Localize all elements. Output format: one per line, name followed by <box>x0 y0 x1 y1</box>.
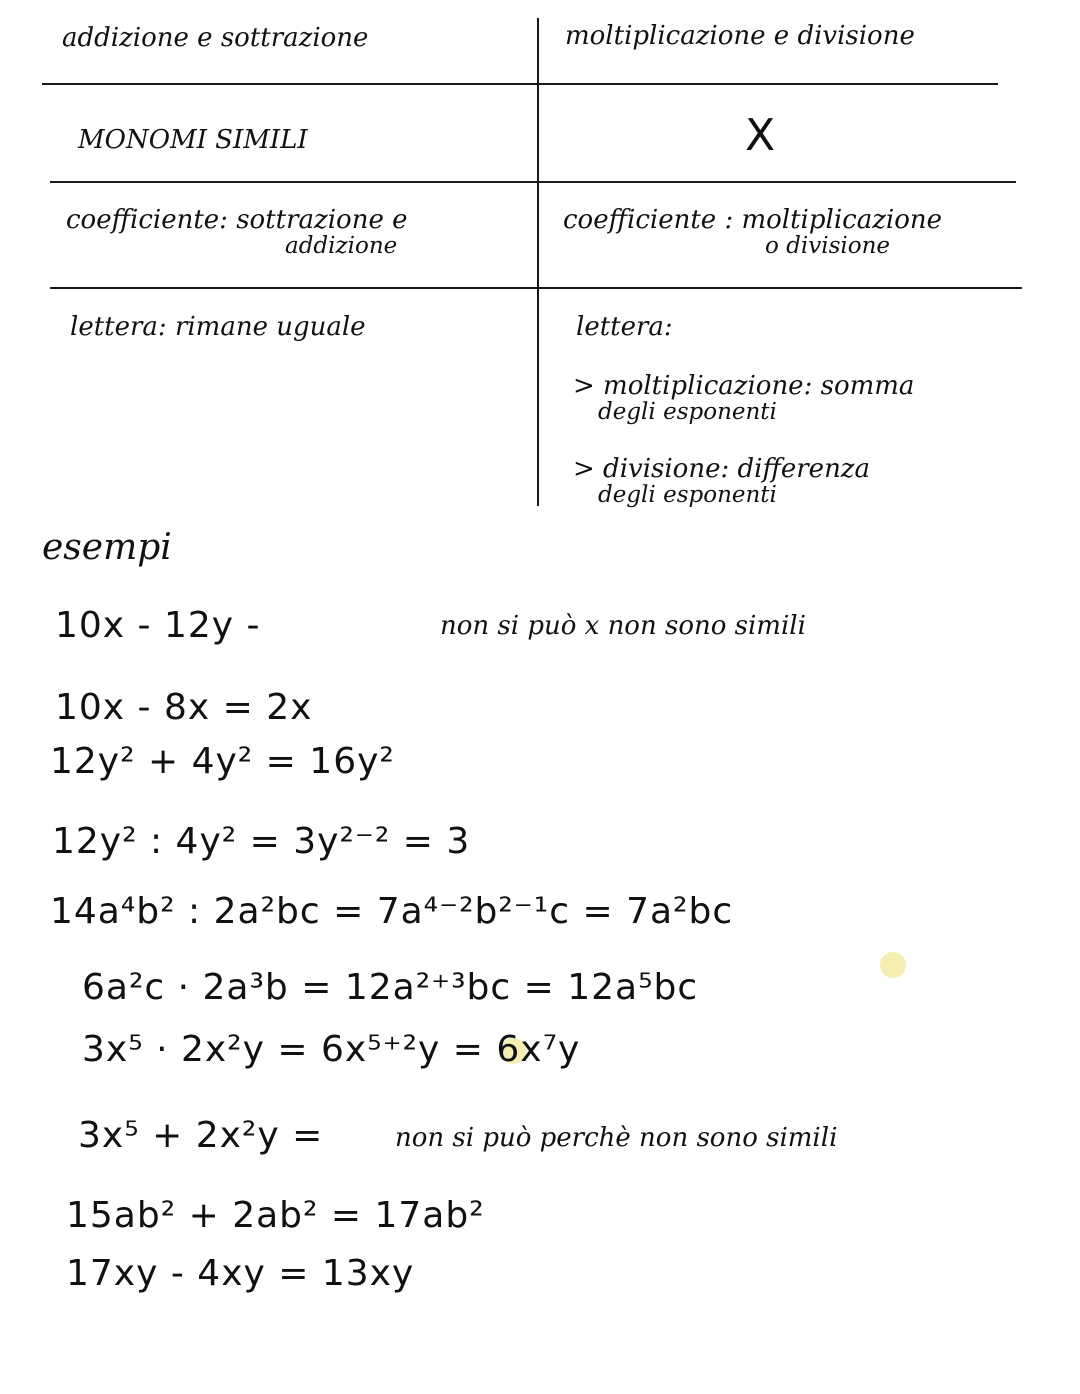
table-rule-row2 <box>50 287 1022 289</box>
example-4: 12y² : 4y² = 3y²⁻² = 3 <box>52 821 471 862</box>
example-1-expression: 10x - 12y - <box>55 605 261 646</box>
row3-right-title: lettera: <box>576 312 673 342</box>
table-rule-row1 <box>50 181 1016 183</box>
row3-left-label: lettera: rimane uguale <box>70 312 366 342</box>
example-7: 3x⁵ · 2x²y = 6x⁵⁺²y = 6x⁷y <box>82 1029 581 1070</box>
example-1-note: non si può x non sono simili <box>440 611 806 641</box>
row3-right-item1-line2: degli esponenti <box>598 399 777 425</box>
row2-left-line2: addizione <box>285 233 398 259</box>
row3-right-item2-line2: degli esponenti <box>598 482 777 508</box>
row3-right-item2-line1: > divisione: differenza <box>573 454 871 484</box>
row2-right-line1: coefficiente : moltiplicazione <box>563 205 942 235</box>
example-8-note: non si può perchè non sono simili <box>395 1123 838 1153</box>
table-rule-header <box>42 83 998 85</box>
example-2: 10x - 8x = 2x <box>55 687 313 728</box>
example-5: 14a⁴b² : 2a²bc = 7a⁴⁻²b²⁻¹c = 7a²bc <box>50 891 734 932</box>
header-left: addizione e sottrazione <box>62 23 369 53</box>
examples-heading: esempi <box>42 527 172 568</box>
highlight-mark-exponent <box>880 952 906 978</box>
row2-left-line1: coefficiente: sottrazione e <box>66 205 408 235</box>
example-6: 6a²c · 2a³b = 12a²⁺³bc = 12a⁵bc <box>82 967 699 1008</box>
example-8-expression: 3x⁵ + 2x²y = <box>78 1115 324 1156</box>
row1-left-label: MONOMI SIMILI <box>78 125 308 155</box>
table-divider <box>537 18 539 506</box>
example-10: 17xy - 4xy = 13xy <box>66 1253 415 1294</box>
header-right: moltiplicazione e divisione <box>565 21 915 51</box>
example-9: 15ab² + 2ab² = 17ab² <box>66 1195 485 1236</box>
row3-right-item1-line1: > moltiplicazione: somma <box>573 371 915 401</box>
example-3: 12y² + 4y² = 16y² <box>50 741 395 782</box>
row2-right-line2: o divisione <box>765 233 891 259</box>
row1-right-cross: X <box>745 110 776 161</box>
